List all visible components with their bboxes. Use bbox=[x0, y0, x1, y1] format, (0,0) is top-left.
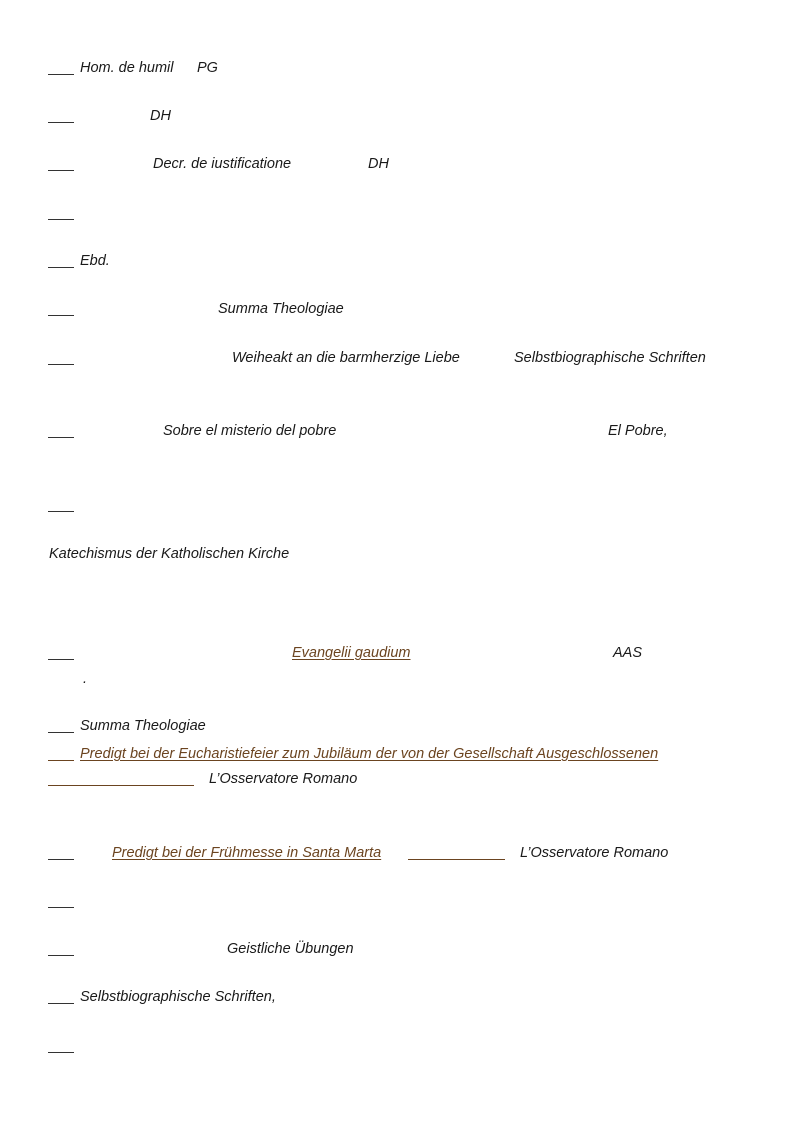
footnote-marker bbox=[48, 364, 74, 365]
footnote-marker bbox=[48, 659, 74, 660]
citation-text: Hom. de humil bbox=[80, 60, 174, 76]
citation-link[interactable]: Predigt bei der Frühmesse in Santa Marta bbox=[112, 845, 382, 861]
citation-text: Selbstbiographische Schriften bbox=[514, 350, 706, 366]
citation-abbrev: PG bbox=[197, 60, 218, 76]
footnote-marker bbox=[48, 907, 74, 908]
citation-text: Katechismus der Katholischen Kirche bbox=[49, 546, 290, 562]
citation-text: L’Osservatore Romano bbox=[209, 771, 358, 787]
footnote-marker bbox=[48, 732, 74, 733]
footnote-marker bbox=[48, 859, 74, 860]
citation-text: Ebd. bbox=[80, 253, 110, 269]
citation-text: Weiheakt an die barmherzige Liebe bbox=[232, 350, 460, 366]
citation-link[interactable]: Predigt bei der Eucharistiefeier zum Jubiläum der von der Gesellschaft Ausgeschlossenen bbox=[80, 746, 659, 762]
citation-abbrev: DH bbox=[368, 156, 389, 172]
footnote-marker bbox=[48, 122, 74, 123]
footnote-marker bbox=[48, 267, 74, 268]
link-underline-continuation bbox=[48, 785, 194, 786]
citation-text: Summa Theologiae bbox=[218, 301, 344, 317]
citation-text: Sobre el misterio del pobre bbox=[163, 423, 337, 439]
citation-text: Decr. de iustificatione bbox=[153, 156, 292, 172]
citation-text: L’Osservatore Romano bbox=[520, 845, 669, 861]
footnote-marker bbox=[48, 170, 74, 171]
citation-text: Selbstbiographische Schriften, bbox=[80, 989, 276, 1005]
footnote-marker bbox=[48, 219, 74, 220]
citation-text: Summa Theologiae bbox=[80, 718, 206, 734]
footnote-marker bbox=[48, 1052, 74, 1053]
footnote-marker bbox=[48, 74, 74, 75]
footnote-marker bbox=[48, 955, 74, 956]
citation-text: El Pobre, bbox=[608, 423, 668, 439]
footnote-marker bbox=[48, 315, 74, 316]
footnote-marker bbox=[48, 511, 74, 512]
citation-link[interactable]: Evangelii gaudium bbox=[292, 645, 411, 661]
citation-abbrev: DH bbox=[150, 108, 171, 124]
footnote-marker bbox=[48, 1003, 74, 1004]
footnote-marker bbox=[48, 760, 74, 761]
footnote-marker bbox=[48, 437, 74, 438]
link-underline-continuation bbox=[408, 859, 505, 860]
citation-text: Geistliche Übungen bbox=[227, 941, 354, 957]
punctuation: . bbox=[83, 671, 88, 687]
citation-abbrev: AAS bbox=[613, 645, 643, 661]
